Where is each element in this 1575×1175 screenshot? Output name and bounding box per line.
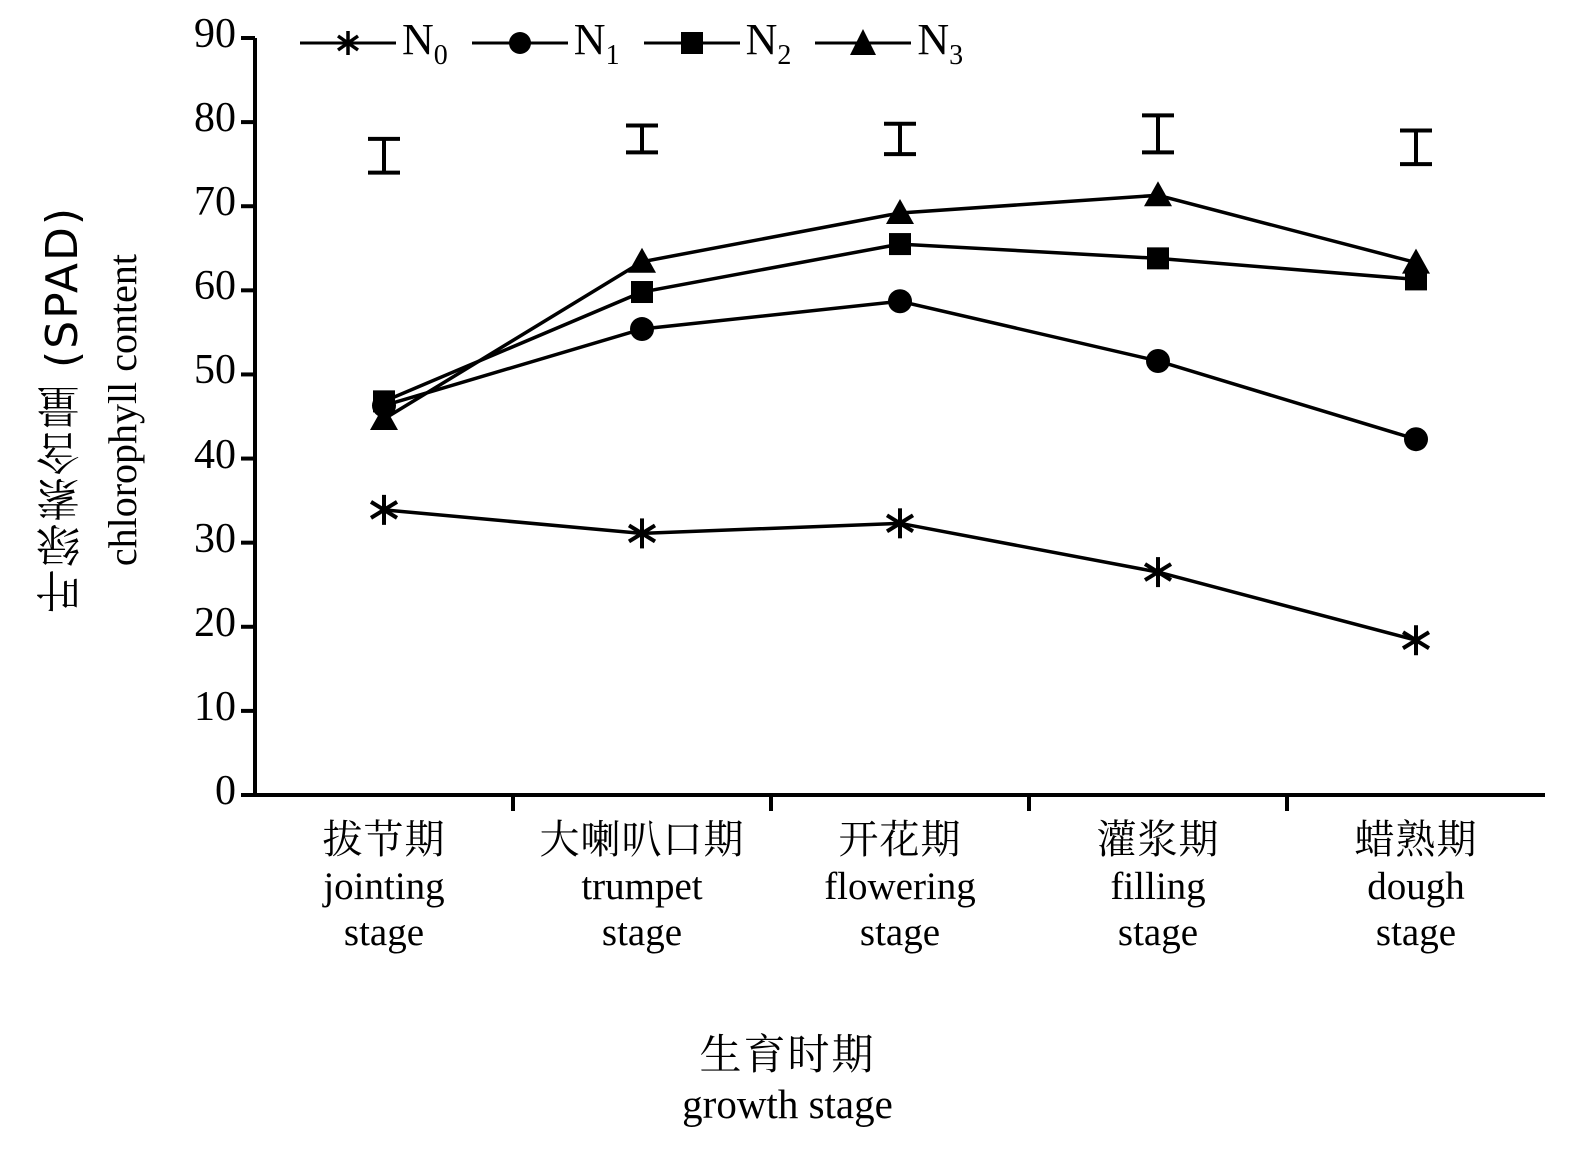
x-tick-label-1: 大喇叭口期 trumpet stage xyxy=(527,817,757,956)
x-axis-title-en: growth stage xyxy=(682,1081,893,1128)
y-tick-label-0: 0 xyxy=(215,768,236,814)
series-line-N1 xyxy=(384,301,1416,439)
y-tick-label-20: 20 xyxy=(194,599,236,646)
marker-N0-4 xyxy=(1403,625,1429,655)
marker-N2-3 xyxy=(1147,247,1169,269)
marker-N1-1 xyxy=(630,317,654,341)
y-tick-label-10: 10 xyxy=(194,683,236,730)
y-axis-title-cn: 叶绿素含量 (SPAD) xyxy=(36,206,88,614)
marker-N3-3 xyxy=(1144,181,1172,206)
x-tick-label-2-en-1: flowering xyxy=(824,865,976,909)
error-bar-4 xyxy=(1400,131,1432,165)
legend-label-n2: $N_2$ xyxy=(745,15,792,71)
y-tick-label-80: 80 xyxy=(194,95,236,142)
error-bar-1 xyxy=(626,125,658,152)
x-axis-title xyxy=(0,1030,1575,1130)
y-tick-label-90: 90 xyxy=(194,11,236,57)
marker-N1-3 xyxy=(1146,349,1170,373)
x-tick-label-1-en-1: trumpet xyxy=(581,865,703,909)
error-bar-0 xyxy=(368,139,400,173)
legend-label-n1: $N_1$ xyxy=(573,15,620,71)
x-tick-label-4-en-1: dough xyxy=(1367,865,1465,909)
y-axis-title-en: chlorophyll content xyxy=(99,253,145,567)
marker-N1-4 xyxy=(1404,427,1428,451)
y-tick-label-50: 50 xyxy=(194,347,236,394)
x-tick-label-1-en-2: stage xyxy=(601,911,683,955)
x-tick-label-3: 灌浆期 filling stage xyxy=(1043,817,1273,956)
y-tick-label-60: 60 xyxy=(194,263,236,310)
marker-N2-2 xyxy=(889,233,911,255)
x-axis-title-cn: 生育时期 xyxy=(699,1030,876,1079)
x-tick-label-3-en-1: filling xyxy=(1110,865,1206,909)
error-bar-3 xyxy=(1142,115,1174,152)
marker-N1-2 xyxy=(888,289,912,313)
x-tick-label-0-en-1: jointing xyxy=(323,865,445,909)
error-bar-2 xyxy=(884,124,916,154)
x-tick-label-0: 拔节期 jointing stage xyxy=(269,817,499,956)
x-tick-label-0-en-2: stage xyxy=(343,911,425,955)
legend-label-n3: $N_3$ xyxy=(917,15,964,71)
x-tick-label-2: 开花期 flowering stage xyxy=(785,817,1015,956)
legend-label-n0: $N_0$ xyxy=(402,15,448,71)
y-tick-label-40: 40 xyxy=(194,431,236,478)
marker-N2-1 xyxy=(631,281,653,303)
x-tick-label-4-en-2: stage xyxy=(1375,911,1457,955)
x-tick-label-4: 蜡熟期 dough stage xyxy=(1301,817,1531,956)
y-tick-label-30: 30 xyxy=(194,515,236,562)
x-tick-label-3-en-2: stage xyxy=(1117,911,1199,955)
y-tick-label-70: 70 xyxy=(194,179,236,226)
x-tick-label-2-en-2: stage xyxy=(859,911,941,955)
